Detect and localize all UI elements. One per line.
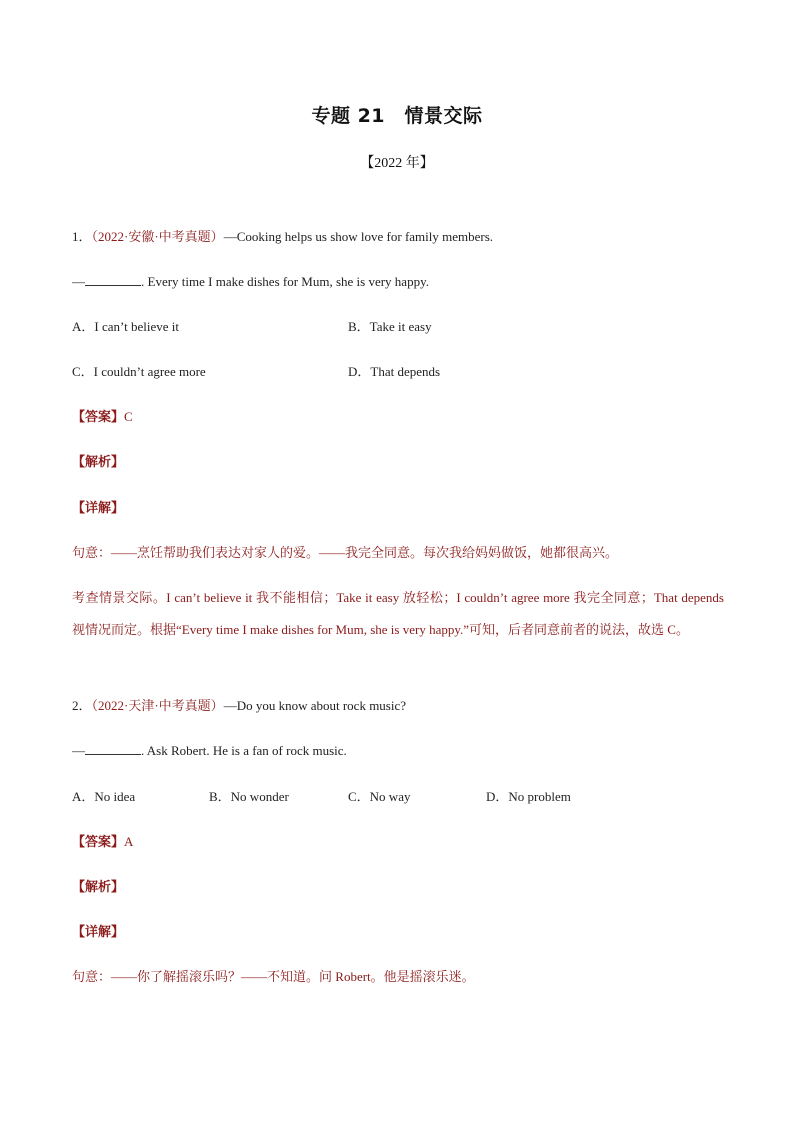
question-2-option-a: A．No idea bbox=[72, 789, 136, 804]
question-1-detail-label: 【详解】 bbox=[72, 500, 125, 515]
question-1-explanation: 考查情景交际。I can’t believe it 我不能相信；Take it easy 放轻松；I couldn’t agree more 我完全同意；That depends 视情况而定。根据“Every time I make dishes for Mum, she is very happy.”可知，后者同意前者的说法，故选 C。 bbox=[72, 590, 724, 637]
year-heading: 【2022 年】 bbox=[360, 156, 434, 171]
question-2-answer bbox=[72, 832, 133, 852]
question-1-option-a: A．I can’t believe it bbox=[72, 319, 179, 334]
question-2-option-b: B．No wonder bbox=[209, 789, 289, 804]
page-title: 专题 21 情景交际 bbox=[311, 105, 483, 127]
question-2-number: 2． bbox=[72, 698, 92, 713]
question-1-analysis-label: 【解析】 bbox=[72, 454, 125, 469]
question-2-source: （2022·天津·中考真题） bbox=[91, 698, 224, 713]
answer-value: A bbox=[124, 834, 134, 849]
question-1-source: （2022·安徽·中考真题） bbox=[91, 229, 224, 244]
question-2-meaning: 句意：——你了解摇滚乐吗？——不知道。问 Robert。他是摇滚乐迷。 bbox=[72, 969, 475, 984]
question-1-text: —Cooking helps us show love for family members. bbox=[223, 229, 494, 244]
question-1-option-c: C．I couldn’t agree more bbox=[72, 364, 206, 379]
question-1-option-d: D．That depends bbox=[348, 364, 441, 379]
question-1-option-b: B．Take it easy bbox=[348, 319, 432, 334]
question-2-option-c: C．No way bbox=[348, 789, 411, 804]
question-1-reply: — . Every time I make dishes for Mum, she is very happy. bbox=[72, 274, 429, 289]
question-1-meaning: 句意：——烹饪帮助我们表达对家人的爱。——我完全同意。每次我给妈妈做饭，她都很高兴。 bbox=[72, 545, 619, 560]
answer-label: 【答案】 bbox=[72, 834, 125, 849]
answer-blank bbox=[85, 742, 141, 755]
question-2-stem bbox=[72, 696, 406, 716]
answer-blank bbox=[85, 273, 141, 286]
answer-value: C bbox=[124, 409, 133, 424]
question-1-answer bbox=[72, 407, 133, 427]
question-1-stem bbox=[72, 227, 493, 247]
answer-label: 【答案】 bbox=[72, 409, 125, 424]
question-2-text: —Do you know about rock music? bbox=[223, 698, 407, 713]
question-2-detail-label: 【详解】 bbox=[72, 924, 125, 939]
question-2-reply: — . Ask Robert. He is a fan of rock music. bbox=[72, 743, 347, 758]
question-2-option-d: D．No problem bbox=[486, 789, 571, 804]
question-1-number: 1． bbox=[72, 229, 92, 244]
question-2-analysis-label: 【解析】 bbox=[72, 879, 125, 894]
